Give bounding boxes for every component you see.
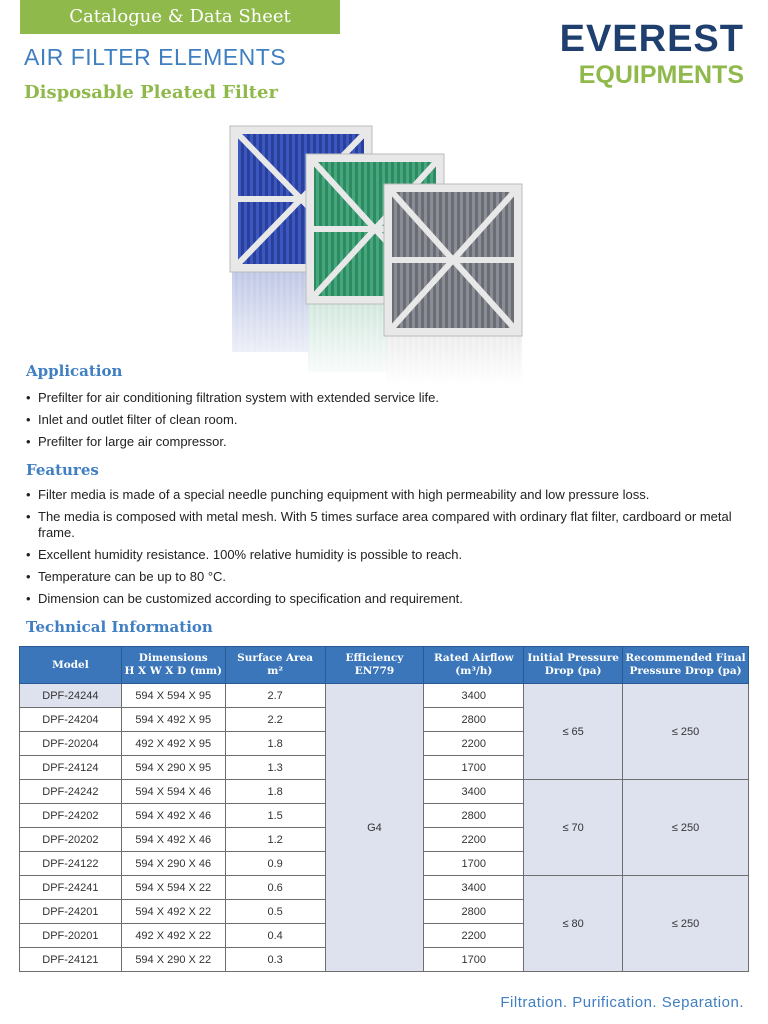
cell-surface-area: 0.4 (225, 924, 325, 948)
cell-dimensions: 594 X 594 X 22 (121, 876, 225, 900)
cell-surface-area: 2.2 (225, 708, 325, 732)
cell-airflow: 3400 (424, 876, 524, 900)
cell-surface-area: 2.7 (225, 684, 325, 708)
cell-model: DPF-24244 (20, 684, 122, 708)
list-item: • Excellent humidity resistance. 100% relative humidity is possible to reach. (26, 547, 748, 563)
company-logo (560, 18, 744, 90)
cell-surface-area: 1.2 (225, 828, 325, 852)
cell-airflow: 3400 (424, 684, 524, 708)
cell-airflow: 2800 (424, 804, 524, 828)
cell-surface-area: 0.9 (225, 852, 325, 876)
table-header-row (20, 647, 749, 684)
catalogue-banner: Catalogue & Data Sheet (20, 0, 340, 34)
cell-surface-area: 0.6 (225, 876, 325, 900)
cell-airflow: 2200 (424, 732, 524, 756)
page-title: AIR FILTER ELEMENTS (24, 44, 287, 70)
cell-surface-area: 0.3 (225, 948, 325, 972)
cell-efficiency: G4 (325, 684, 424, 972)
list-item: • Prefilter for large air compressor. (26, 434, 748, 450)
cell-initial-pressure: ≤ 80 (524, 876, 623, 972)
cell-model: DPF-24121 (20, 948, 122, 972)
cell-model: DPF-24124 (20, 756, 122, 780)
header-final-pressure-drop: Recommended Final Pressure Drop (pa) (623, 647, 749, 684)
page-subtitle: Disposable Pleated Filter (24, 82, 278, 103)
application-heading: Application (26, 362, 123, 380)
cell-model: DPF-20201 (20, 924, 122, 948)
cell-model: DPF-24241 (20, 876, 122, 900)
cell-model: DPF-24204 (20, 708, 122, 732)
cell-airflow: 2800 (424, 900, 524, 924)
cell-dimensions: 594 X 492 X 46 (121, 804, 225, 828)
table-row (20, 684, 749, 708)
cell-final-pressure: ≤ 250 (623, 876, 749, 972)
features-list (26, 487, 748, 613)
cell-airflow: 2200 (424, 828, 524, 852)
cell-final-pressure: ≤ 250 (623, 780, 749, 876)
logo-line-1: EVEREST (559, 18, 744, 60)
cell-airflow: 2800 (424, 708, 524, 732)
cell-initial-pressure: ≤ 70 (524, 780, 623, 876)
header-dimensions: Dimensions H X W X D (mm) (121, 647, 225, 684)
logo-line-2: EQUIPMENTS (578, 61, 744, 89)
cell-surface-area: 0.5 (225, 900, 325, 924)
cell-dimensions: 594 X 492 X 22 (121, 900, 225, 924)
gray-filter-panel (384, 184, 522, 336)
cell-surface-area: 1.5 (225, 804, 325, 828)
list-item: • Prefilter for air conditioning filtration system with extended service life. (26, 390, 748, 406)
cell-model: DPF-24122 (20, 852, 122, 876)
header-initial-pressure-drop: Initial Pressure Drop (pa) (524, 647, 623, 684)
features-heading: Features (26, 461, 99, 479)
cell-airflow: 3400 (424, 780, 524, 804)
list-item: • The media is composed with metal mesh. With 5 times surface area compared with ordinary flat filter, cardboard or metal frame. (26, 509, 748, 541)
cell-model: DPF-24202 (20, 804, 122, 828)
cell-airflow: 1700 (424, 852, 524, 876)
cell-surface-area: 1.3 (225, 756, 325, 780)
cell-surface-area: 1.8 (225, 732, 325, 756)
cell-dimensions: 594 X 492 X 46 (121, 828, 225, 852)
cell-dimensions: 594 X 290 X 22 (121, 948, 225, 972)
cell-dimensions: 594 X 290 X 46 (121, 852, 225, 876)
cell-surface-area: 1.8 (225, 780, 325, 804)
cell-airflow: 1700 (424, 756, 524, 780)
cell-final-pressure: ≤ 250 (623, 684, 749, 780)
cell-dimensions: 594 X 492 X 95 (121, 708, 225, 732)
cell-model: DPF-20202 (20, 828, 122, 852)
cell-dimensions: 594 X 594 X 46 (121, 780, 225, 804)
cell-dimensions: 594 X 594 X 95 (121, 684, 225, 708)
footer-tagline: Filtration. Purification. Separation. (500, 994, 744, 1011)
cell-airflow: 2200 (424, 924, 524, 948)
cell-dimensions: 492 X 492 X 95 (121, 732, 225, 756)
cell-dimensions: 594 X 290 X 95 (121, 756, 225, 780)
list-item: • Filter media is made of a special needle punching equipment with high permeability and low pressure loss. (26, 487, 748, 503)
application-list (26, 390, 748, 456)
cell-airflow: 1700 (424, 948, 524, 972)
header-surface-area: Surface Area m² (225, 647, 325, 684)
header-efficiency: Efficiency EN779 (325, 647, 424, 684)
header-rated-airflow: Rated Airflow (m³/h) (424, 647, 524, 684)
list-item: • Dimension can be customized according to specification and requirement. (26, 591, 748, 607)
technical-heading: Technical Information (26, 618, 213, 636)
cell-model: DPF-24242 (20, 780, 122, 804)
cell-model: DPF-20204 (20, 732, 122, 756)
cell-model: DPF-24201 (20, 900, 122, 924)
cell-dimensions: 492 X 492 X 22 (121, 924, 225, 948)
technical-table (19, 646, 749, 972)
filter-product-image (226, 122, 526, 384)
list-item: • Inlet and outlet filter of clean room. (26, 412, 748, 428)
list-item: • Temperature can be up to 80 °C. (26, 569, 748, 585)
header-model: Model (20, 647, 122, 684)
cell-initial-pressure: ≤ 65 (524, 684, 623, 780)
